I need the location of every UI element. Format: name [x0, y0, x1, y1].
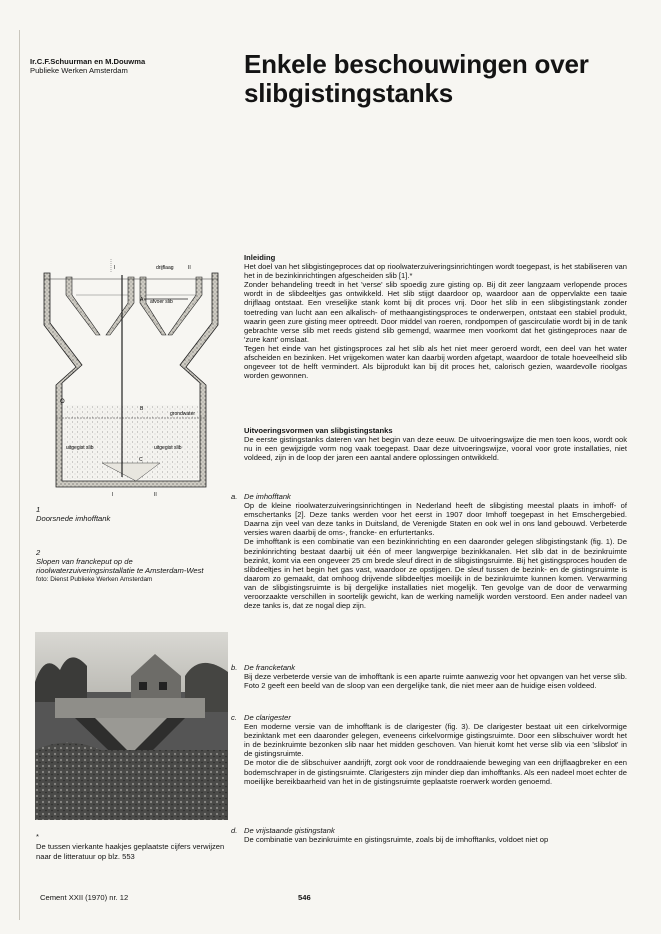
fig1-label-o: O [60, 399, 65, 405]
settling-funnel-far-right [168, 277, 202, 335]
settling-funnel-left [66, 277, 100, 335]
settling-funnel-centre [106, 277, 134, 335]
vrijstaande-paragraph-1: De combinatie van bezinkruimte en gistingsruimte, zoals bij de imhofftanks, voldoet niet op [244, 835, 549, 845]
fig1-label-section-i-bottom: I [112, 492, 114, 498]
fig1-label-section-ii-bottom: II [154, 492, 157, 498]
author-names: Ir.C.F.Schuurman en M.Douwma [30, 57, 146, 66]
section-inleiding [244, 253, 627, 380]
heading-imhofftank: De imhofftank [244, 492, 291, 501]
fig1-label-c: C [139, 457, 143, 463]
figure-2-credit: foto: Dienst Publieke Werken Amsterdam [36, 576, 153, 583]
figure-2-number: 2 [36, 548, 41, 557]
demolition-photo-illustration [35, 632, 228, 820]
title-line-2: slibgistingstanks [244, 78, 453, 108]
imhofftank-paragraph-2: De imhofftank is een combinatie van een bezinkinrichting en een daaronder gelegen slibgistingstank (fig. 1). De bezinkinrichting bestaat daarbij uit één of meer langwerpige bezinkkanalen. Het slib dat in de bezinkruimte bezinkt, komt via een ongeveer 25 cm brede sleuf direct in de slibgistingsruimte. Bij het gistingsproces houden de slibdeeltjes in het begin het gas vast, waardoor ze opstijgen. De sleuf tussen de bezink- en de gistingsruimte is daarom zo gemaakt, dat omhoog drijvende slibdeeltjes moeilijk in de bezinkruimte kunnen komen. Verwarming van de slibgistingsruimte is bij dergelijke installaties niet mogelijk. Ten gevolge van de door de verwarming veroorzaakte verschillen in soortelijk gewicht, kan de werking namelijk worden verstoord. Een ander nadeel van deze tanks is, dat ze nogal diep zijn. [244, 537, 627, 611]
section-b-letter: b. [231, 663, 238, 672]
page-number: 546 [298, 893, 311, 902]
heading-uitvoering: Uitvoeringsvormen van slibgistingstanks [244, 426, 393, 435]
author-block [30, 57, 145, 75]
clarigester-paragraph-1: Een moderne versie van de imhofftank is de clarigester (fig. 3). De clarigester bestaat uit een cirkelvormige bezinktank met een daaronder gelegen, eveneens cirkelvormige gistingsruimte. Door een slibschuiver wordt het in de bezinkruimte bezonken slib naar het midden geschoven. Van hieruit komt het verse slib via een 'slibslot' in de gistingsruimte. [244, 722, 627, 759]
imhofftank-paragraph-1: Op de kleine rioolwaterzuiveringsinrichtingen in Nederland heeft de slibgisting meestal plaats in imhoff- of emschertanks [2]. Deze tanks werden voor het eerst in 1907 door Imhoff toegepast in het Emschergebied. Daarna zijn veel van deze tanks in Duitsland, de Verenigde Staten en ook wel in ons land gebouwd. Verbeterde versies waren daarbij de oms-, francke- en erfurtertanks. [244, 501, 627, 538]
section-d [244, 826, 627, 844]
inleiding-paragraph-2: Zonder behandeling treedt in het 'verse' slib spoedig zure gisting op. Bij dit zeer langzaam verlopende proces wordt in de slibdeeltjes gas ontwikkeld. Het slib stijgt daardoor op, waardoor aan de oppervlakte een taaie drijflaag ontstaat. Een vreselijke stank komt bij dit proces vrij. Door het slib in een slibgistingstank zonder toetreding van lucht aan een alkalisch- of methaangistingsproces te onderwerpen, ontstaat een stabiel produkt, waarin geen zure gisting meer optreedt. Door middel van roeren, rondpompen of gascirculatie wordt bij in de tank gebrachte verse slib met reeds gistend slib gemengd, waarmee men voorkomt dat het gistingeproces naar de 'zure kant' omslaat. [244, 280, 627, 344]
figure-1-diagram [36, 255, 226, 500]
author-affiliation: Publieke Werken Amsterdam [30, 66, 128, 75]
journal-reference: Cement XXII (1970) nr. 12 [40, 893, 129, 902]
footnote-text: De tussen vierkante haakjes geplaatste cijfers verwijzen naar de litteratuur op blz. 553 [36, 842, 225, 861]
inleiding-paragraph-1: Het doel van het slibgistingeproces dat op rioolwaterzuiveringsinrichtingen wordt toegepast, is het stabiliseren van het in de bezinkinrichtingen afgescheiden slib [1].* [244, 262, 627, 281]
heading-inleiding: Inleiding [244, 253, 276, 262]
section-d-letter: d. [231, 826, 238, 835]
section-b [244, 663, 627, 690]
fig1-label-section-ii-top: II [188, 265, 191, 271]
figure-1-caption-text: Doorsnede imhofftank [36, 514, 111, 523]
uitvoering-paragraph-1: De eerste gistingstanks dateren van het begin van deze eeuw. De uitvoeringswijze die men toen koos, wordt ook nu in een gewijzigde vorm nog vaak toegepast. Daar deze uitvoeringswijze, vooral voor grote installaties, niet voldeed, zijn in de loop der jaren een aantal andere oplossingen ontwikkeld. [244, 435, 627, 463]
heading-vrijstaande-gistingstank: De vrijstaande gistingstank [244, 826, 335, 835]
figure-2-caption [36, 548, 228, 584]
title-line-1: Enkele beschouwingen over [244, 49, 589, 79]
article-title [244, 50, 589, 108]
fig1-label-section-i-top: I [114, 265, 116, 271]
figure-2-photo [35, 632, 228, 820]
clarigester-paragraph-2: De motor die de slibschuiver aandrijft, zorgt ook voor de ronddraaiende beweging van een drijflaagbreker en een bodemschraper in de gistingsruimte. Clarigesters zijn minder diep dan imhofftanks. Als een nadeel moet echter de moeilijke bereikbaarheid van het in de gistingsruimte geplaatste roerwerk worden genoemd. [244, 758, 627, 786]
section-a [244, 492, 627, 610]
footnote [36, 832, 226, 862]
margin-rule [19, 30, 20, 920]
section-a-letter: a. [231, 492, 238, 501]
figure-2-caption-text: Slopen van franckeput op de rioolwaterzuiveringsinstallatie te Amsterdam-West [36, 557, 204, 575]
fig1-label-uitgegist-slib-right: uitgegist slib [154, 445, 182, 451]
fig1-label-b: B [140, 406, 144, 412]
fig1-label-uitgegist-slib-left: uitgegist slib [66, 445, 94, 451]
footnote-mark: * [36, 832, 39, 841]
figure-1-caption [36, 505, 110, 523]
fig1-label-drijflaag: drijflaag [156, 265, 174, 271]
inleiding-paragraph-3: Tegen het einde van het gistingsproces zal het slib als het niet meer geroerd wordt, een deel van het water afscheiden en bezinken. Het vrijgekomen water kan daarbij worden afgetapt, waardoor de totale hoeveelheid slib ongeveer tot de helft vermindert. Als bijprodukt kan bij dit proces het, calorisch gezien, waardevolle rioolgas worden gewonnen. [244, 343, 627, 381]
heading-francketank: De francketank [244, 663, 296, 672]
fig1-label-afvoer-slib: afvoer slib [150, 299, 173, 305]
section-c-letter: c. [231, 713, 237, 722]
fig1-label-grondwater: grondwater [170, 411, 196, 417]
francketank-paragraph-1: Bij deze verbeterde versie van de imhofftank is een aparte ruimte aanwezig voor het opvangen van het verse slib. Foto 2 geeft een beeld van de sloop van een dergelijke tank, die niet meer aan de huidige eisen voldeed. [244, 672, 627, 691]
figure-1-number: 1 [36, 505, 41, 514]
section-uitvoering [244, 426, 627, 462]
fig1-label-a: A [140, 297, 144, 303]
heading-clarigester: De clarigester [244, 713, 291, 722]
section-c [244, 713, 627, 786]
settling-funnel-right [140, 277, 166, 335]
